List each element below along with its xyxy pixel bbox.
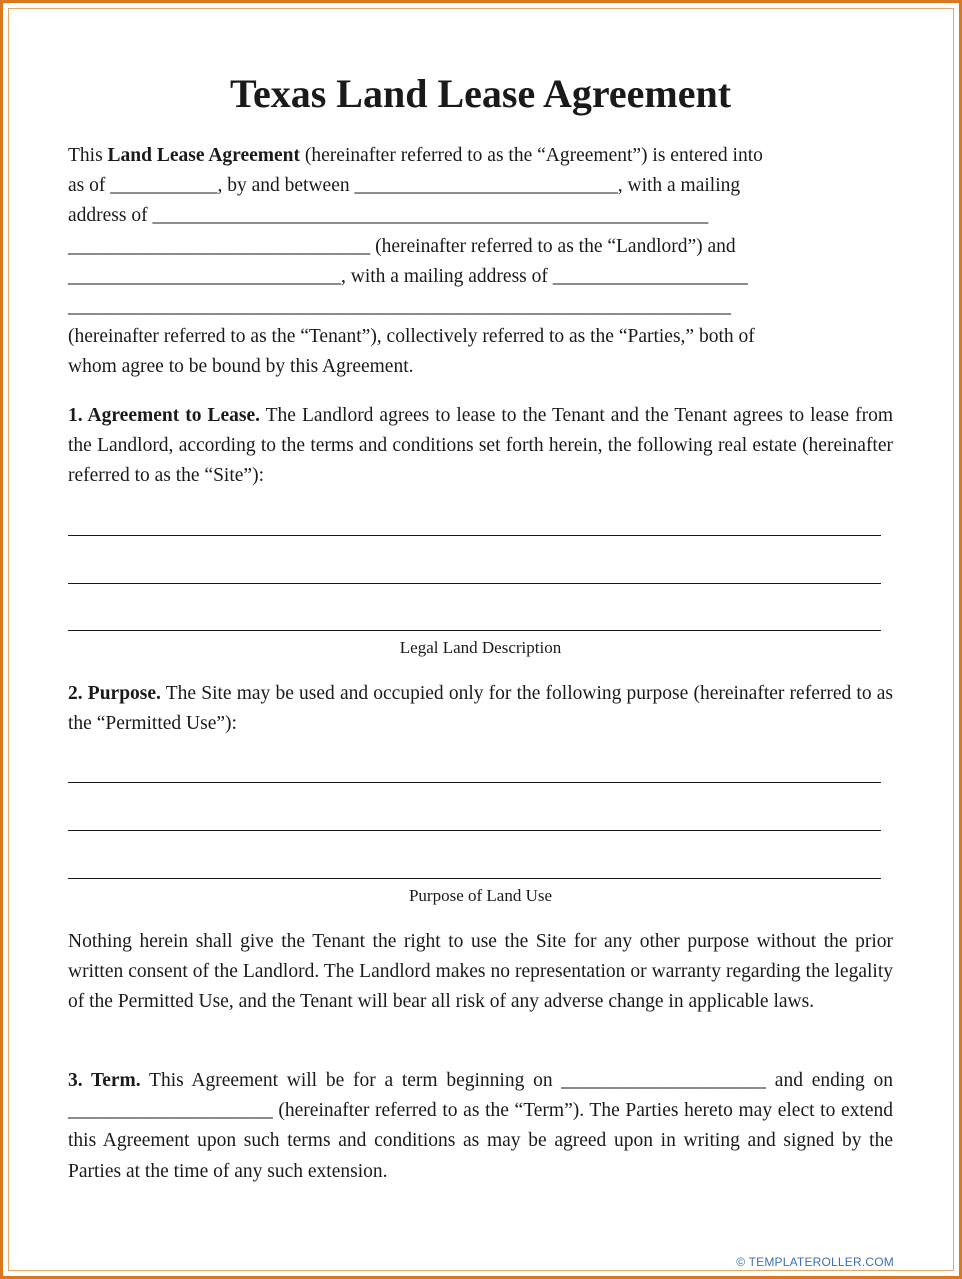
section-heading: 2. Purpose. xyxy=(68,683,161,704)
intro-line: (hereinafter referred to as the “Tenant”), collectively referred to as the “Parties,” both of xyxy=(68,326,755,348)
field-caption: Purpose of Land Use xyxy=(408,886,553,905)
intro-line: This Land Lease Agreement (hereinafter referred to as the “Agreement”) is entered into xyxy=(68,145,763,166)
permitted-use-note: Nothing herein shall give the Tenant the right to use the Site for any other purpose without the prior written consent of the Landlord. The Landlord makes no representation or warranty regarding the legality of the Permitted Use, and the Tenant will bear all risk of any adverse change in applicable laws. xyxy=(68,931,893,1013)
footer-credit[interactable]: © TEMPLATEROLLER.COM xyxy=(736,1255,894,1269)
field-caption: Legal Land Description xyxy=(399,638,562,657)
intro-line: ____________________________, with a mailing address of ____________________ xyxy=(68,265,748,287)
purpose-line xyxy=(68,878,881,879)
site-description-line xyxy=(68,630,881,631)
purpose-line xyxy=(68,782,881,783)
intro-paragraph xyxy=(68,141,893,383)
section-term: 3. Term. This Agreement will be for a term beginning on _____________________ and ending on _____________________ (hereinafter referred to as the “Term”). The Parties hereto may elect to extend this Agreement upon such terms and conditions as may be agreed upon in writing and signed by the Parties at the time of any such extension. xyxy=(68,1070,894,1182)
purpose-line xyxy=(68,830,881,831)
document-title: Texas Land Lease Agreement xyxy=(229,71,732,116)
intro-line: ____________________________________________________________________ xyxy=(68,296,731,318)
section-heading: 1. Agreement to Lease. xyxy=(68,405,260,426)
intro-line: address of _________________________________________________________ xyxy=(68,205,709,227)
site-description-line xyxy=(68,583,881,584)
intro-line: as of ___________, by and between ___________________________, with a mailing xyxy=(68,175,741,197)
intro-line: _______________________________ (hereinafter referred to as the “Landlord”) and xyxy=(68,235,736,257)
section-agreement-to-lease: 1. Agreement to Lease. The Landlord agrees to lease to the Tenant and the Tenant agrees to lease from the Landlord, according to the terms and conditions set forth herein, the following real estate (hereinafter referred to as the “Site”): xyxy=(68,405,893,487)
intro-line: whom agree to be bound by this Agreement. xyxy=(68,356,414,378)
site-description-line xyxy=(68,535,881,536)
section-heading: 3. Term. xyxy=(68,1070,141,1091)
section-purpose: 2. Purpose. The Site may be used and occupied only for the following purpose (hereinafter referred to as the “Permitted Use”): xyxy=(68,683,893,735)
